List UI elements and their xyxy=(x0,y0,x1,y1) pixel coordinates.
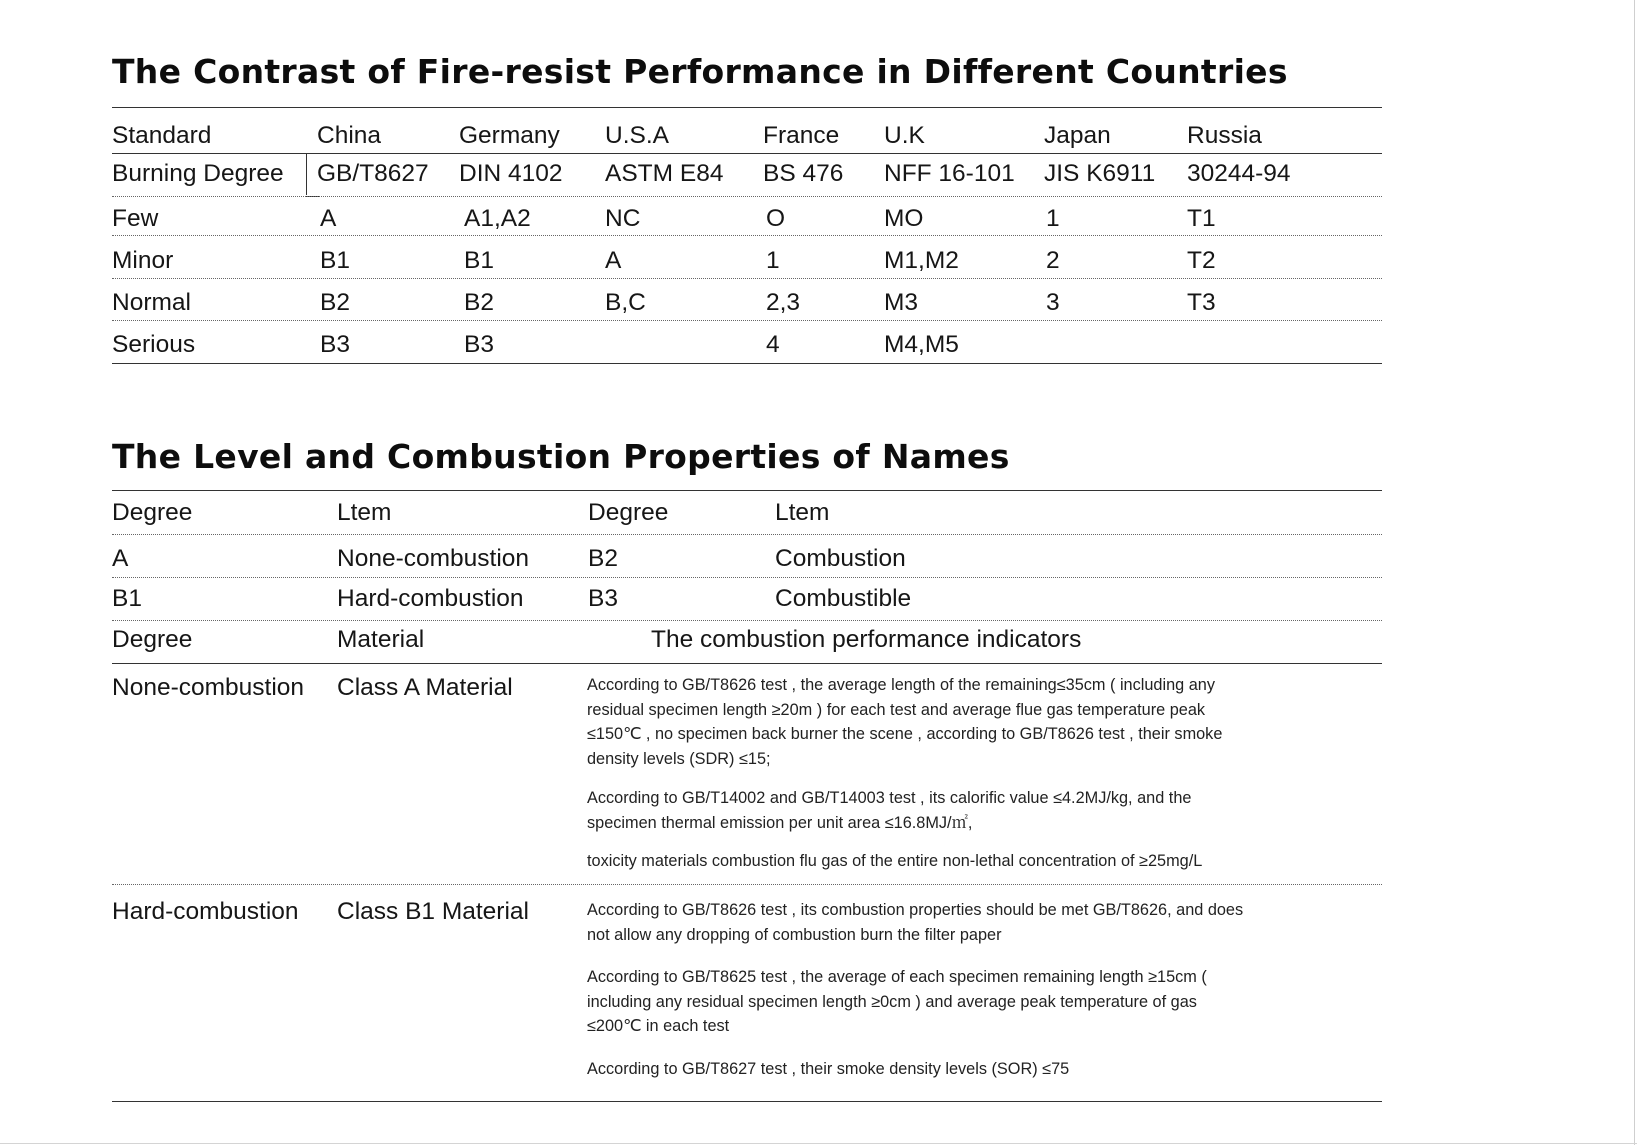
degree-label: Serious xyxy=(112,331,196,358)
standard-code-cell: BS 476 xyxy=(763,160,844,187)
standard-code-cell: ASTM E84 xyxy=(605,160,724,187)
level-cell: B2 xyxy=(588,545,618,572)
degree-row-cell: T1 xyxy=(1187,205,1216,232)
indicator-text: According to GB/T14002 and GB/T14003 test , its calorific value ≤4.2MJ/kg, and the specimen thermal emission per unit area ≤16.8MJ/㎡, xyxy=(587,789,1192,832)
table2-top-rule xyxy=(112,490,1382,491)
table1-header-rule xyxy=(112,153,1382,154)
indicator-paragraph xyxy=(587,1057,1247,1082)
degree-row-cell: A1,A2 xyxy=(464,205,531,232)
level-cell: A xyxy=(112,545,129,572)
degree-row-cell: M3 xyxy=(884,289,919,316)
degree-label: Minor xyxy=(112,247,174,274)
degree-row-cell: B1 xyxy=(320,247,350,274)
degree-row-cell: NC xyxy=(605,205,641,232)
indicator-text: According to GB/T8626 test , the average length of the remaining≤35cm ( including any residual specimen length ≥20m ) for each test and average flue gas temperature peak ≤150℃ , no specimen back burner the scene , according to GB/T8626 test , their smoke density levels (SDR) ≤15; xyxy=(587,676,1223,768)
standard-code-cell: JIS K6911 xyxy=(1044,160,1156,187)
indicator-paragraph xyxy=(587,673,1247,771)
level-item-cell: None-combustion xyxy=(337,545,530,572)
table2-subheader-rule xyxy=(112,663,1382,664)
level-item-cell: Hard-combustion xyxy=(337,585,524,612)
table1-top-rule xyxy=(112,107,1382,108)
degree-row-cell: 3 xyxy=(1046,289,1060,316)
table1-bottom-rule xyxy=(112,363,1382,364)
degree-subheader: Degree xyxy=(112,626,193,653)
table1-header-cell: Germany xyxy=(459,122,560,149)
table1-row-divider xyxy=(112,196,1382,197)
degree-header: Degree xyxy=(112,499,193,526)
degree-row-cell: T2 xyxy=(1187,247,1216,274)
level-cell: B3 xyxy=(588,585,618,612)
item-header: Ltem xyxy=(337,499,392,526)
section2-title: The Level and Combustion Properties of Names xyxy=(112,437,1010,476)
table1-row-divider xyxy=(112,235,1382,236)
table1-bracket xyxy=(306,153,307,195)
degree-row-cell: MO xyxy=(884,205,924,232)
degree-row-cell: B3 xyxy=(320,331,350,358)
degree-row-cell: B3 xyxy=(464,331,494,358)
table2-row-divider xyxy=(112,534,1382,535)
table1-header-cell: Japan xyxy=(1044,122,1111,149)
standard-code-cell: DIN 4102 xyxy=(459,160,563,187)
indicator-text: According to GB/T8627 test , their smoke density levels (SOR) ≤75 xyxy=(587,1060,1070,1078)
material-row-divider xyxy=(112,884,1382,885)
level-cell: B1 xyxy=(112,585,142,612)
row-label-standard: Standard xyxy=(112,122,212,149)
table2-row-divider xyxy=(112,577,1382,578)
level-item-cell: Combustible xyxy=(775,585,912,612)
degree-row-cell: M1,M2 xyxy=(884,247,959,274)
degree-row-cell: 1 xyxy=(766,247,780,274)
degree-row-cell: 1 xyxy=(1046,205,1060,232)
material-class: Class B1 Material xyxy=(337,898,529,925)
degree-label: Normal xyxy=(112,289,191,316)
table1-header-cell: China xyxy=(317,122,382,149)
degree-header: Degree xyxy=(588,499,669,526)
table1-header-cell: U.S.A xyxy=(605,122,669,149)
standard-code-cell: 30244-94 xyxy=(1187,160,1291,187)
degree-label: Few xyxy=(112,205,159,232)
table1-row-divider xyxy=(112,320,1382,321)
material-degree: None-combustion xyxy=(112,674,305,701)
degree-row-cell: 4 xyxy=(766,331,780,358)
degree-row-cell: T3 xyxy=(1187,289,1216,316)
material-class: Class A Material xyxy=(337,674,513,701)
standard-code-cell: GB/T8627 xyxy=(317,160,429,187)
indicator-paragraph xyxy=(587,965,1247,1039)
table2-bottom-rule xyxy=(112,1101,1382,1102)
degree-row-cell: B,C xyxy=(605,289,646,316)
material-degree: Hard-combustion xyxy=(112,898,299,925)
table2-row-divider xyxy=(112,620,1382,621)
table1-row-divider xyxy=(112,278,1382,279)
item-header: Ltem xyxy=(775,499,830,526)
indicator-text: According to GB/T8625 test , the average of each specimen remaining length ≥15cm ( including any residual specimen length ≥0cm ) and average peak temperature of gas ≤200℃ in each test xyxy=(587,968,1207,1035)
degree-row-cell: 2 xyxy=(1046,247,1060,274)
degree-row-cell: M4,M5 xyxy=(884,331,959,358)
section1-title: The Contrast of Fire-resist Performance in Different Countries xyxy=(112,52,1288,91)
indicator-paragraph xyxy=(587,786,1247,835)
table1-header-cell: U.K xyxy=(884,122,925,149)
degree-row-cell: 2,3 xyxy=(766,289,801,316)
indicator-text: toxicity materials combustion flu gas of the entire non-lethal concentration of ≥25mg/L xyxy=(587,852,1203,870)
degree-row-cell: B2 xyxy=(464,289,494,316)
row-label-burning-degree: Burning Degree xyxy=(112,160,284,187)
material-subheader: Material xyxy=(337,626,425,653)
indicators-subheader: The combustion performance indicators xyxy=(651,626,1082,653)
table1-header-cell: Russia xyxy=(1187,122,1262,149)
level-item-cell: Combustion xyxy=(775,545,906,572)
table1-header-cell: France xyxy=(763,122,840,149)
indicator-paragraph xyxy=(587,898,1247,947)
degree-row-cell: A xyxy=(320,205,337,232)
degree-row-cell: B1 xyxy=(464,247,494,274)
page-edge-right xyxy=(1634,0,1635,1145)
degree-row-cell: B2 xyxy=(320,289,350,316)
degree-row-cell: A xyxy=(605,247,622,274)
indicator-text: According to GB/T8626 test , its combustion properties should be met GB/T8626, and does not allow any dropping of combustion burn the filter paper xyxy=(587,901,1244,944)
page-edge-bottom xyxy=(0,1143,1637,1144)
indicator-paragraph xyxy=(587,849,1287,874)
degree-row-cell: O xyxy=(766,205,786,232)
standard-code-cell: NFF 16-101 xyxy=(884,160,1015,187)
